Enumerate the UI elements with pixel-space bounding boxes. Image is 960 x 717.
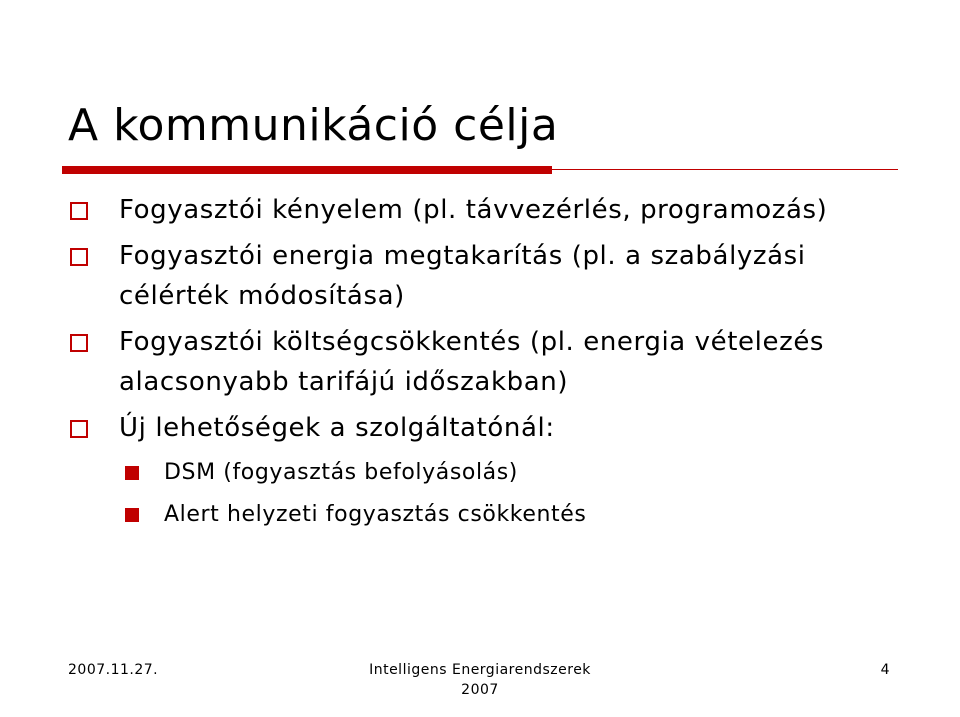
bullet-text: Fogyasztói kényelem (pl. távvezérlés, programozás)	[119, 195, 828, 225]
filled-square-icon	[125, 508, 139, 522]
bullet-text: Fogyasztói költségcsökkentés (pl. energia vételezés alacsonyabb tarifájú időszakban)	[119, 327, 825, 397]
bullet-item	[0, 408, 899, 448]
filled-square-icon	[125, 466, 139, 480]
bullet-item	[0, 236, 899, 316]
page-number: 4	[880, 662, 890, 678]
title-underline-thick	[62, 166, 552, 174]
slide-title: A kommunikáció célja	[68, 100, 559, 151]
sub-bullet-item	[0, 454, 960, 492]
bullet-item	[0, 190, 899, 230]
slide-content	[0, 190, 960, 534]
sub-bullet-text: Alert helyzeti fogyasztás csökkentés	[164, 502, 587, 527]
footer-event: Intelligens Energiarendszerek 2007	[369, 662, 591, 698]
hollow-square-icon	[70, 202, 88, 220]
hollow-square-icon	[70, 420, 88, 438]
title-underline-thin	[552, 169, 898, 170]
hollow-square-icon	[70, 248, 88, 266]
footer-date: 2007.11.27.	[68, 662, 159, 678]
sub-bullet-item	[0, 496, 960, 534]
bullet-text: Új lehetőségek a szolgáltatónál:	[119, 413, 555, 443]
sub-bullet-text: DSM (fogyasztás befolyásolás)	[164, 460, 518, 485]
bullet-item	[0, 322, 899, 402]
bullet-text: Fogyasztói energia megtakarítás (pl. a szabályzási célérték módosítása)	[119, 241, 806, 311]
hollow-square-icon	[70, 334, 88, 352]
